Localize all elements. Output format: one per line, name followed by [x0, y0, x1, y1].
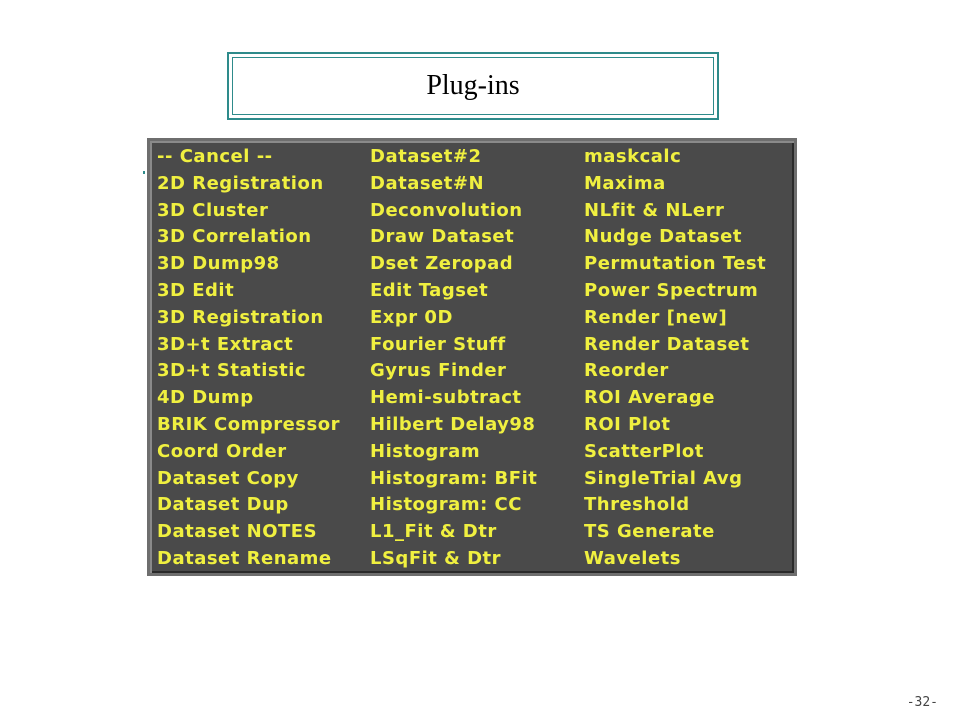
menu-item-power-spectrum[interactable]: Power Spectrum	[584, 279, 759, 301]
menu-item-threshold[interactable]: Threshold	[584, 494, 690, 516]
menu-item-cancel[interactable]: -- Cancel --	[157, 146, 273, 167]
menu-item-3d-dump98[interactable]: 3D Dump98	[157, 253, 280, 275]
menu-item-roi-plot[interactable]: ROI Plot	[584, 413, 671, 435]
menu-item-dset-zeropad[interactable]: Dset Zeropad	[370, 253, 514, 275]
menu-item-roi-average[interactable]: ROI Average	[584, 387, 715, 409]
menu-item-ts-generate[interactable]: TS Generate	[584, 521, 715, 543]
menu-item-edit-tagset[interactable]: Edit Tagset	[370, 279, 489, 301]
menu-item-histogram-bfit[interactable]: Histogram: BFit	[370, 467, 538, 489]
menu-column-3	[584, 144, 766, 573]
menu-item-coord-order[interactable]: Coord Order	[157, 440, 287, 462]
menu-item-3d-correlation[interactable]: 3D Correlation	[157, 226, 312, 248]
menu-item-3dt-statistic[interactable]: 3D+t Statistic	[157, 360, 307, 382]
menu-item-render-new[interactable]: Render [new]	[584, 306, 728, 328]
menu-item-fourier-stuff[interactable]: Fourier Stuff	[370, 333, 506, 355]
menu-item-dataset-2[interactable]: Dataset#2	[370, 146, 482, 167]
menu-column-1	[157, 144, 340, 573]
menu-item-dataset-dup[interactable]: Dataset Dup	[157, 494, 289, 516]
menu-item-hilbert-delay98[interactable]: Hilbert Delay98	[370, 413, 536, 435]
menu-item-histogram-cc[interactable]: Histogram: CC	[370, 494, 522, 516]
stray-mark	[143, 171, 145, 174]
menu-item-nlfit-nlerr[interactable]: NLfit & NLerr	[584, 199, 725, 221]
menu-item-maxima[interactable]: Maxima	[584, 172, 666, 194]
menu-item-4d-dump[interactable]: 4D Dump	[157, 387, 254, 409]
menu-item-singletrial-avg[interactable]: SingleTrial Avg	[584, 467, 743, 489]
menu-item-dataset-n[interactable]: Dataset#N	[370, 172, 485, 194]
slide-title: Plug-ins	[426, 70, 520, 101]
menu-item-dataset-copy[interactable]: Dataset Copy	[157, 467, 299, 489]
menu-item-3d-cluster[interactable]: 3D Cluster	[157, 199, 269, 221]
menu-item-maskcalc[interactable]: maskcalc	[584, 146, 682, 167]
menu-item-draw-dataset[interactable]: Draw Dataset	[370, 226, 515, 248]
menu-item-3d-registration[interactable]: 3D Registration	[157, 306, 324, 328]
menu-item-reorder[interactable]: Reorder	[584, 360, 669, 382]
menu-item-lsqfit-dtr[interactable]: LSqFit & Dtr	[370, 547, 502, 569]
menu-item-l1-fit-dtr[interactable]: L1_Fit & Dtr	[370, 521, 497, 543]
menu-item-histogram[interactable]: Histogram	[370, 440, 481, 462]
menu-item-dataset-rename[interactable]: Dataset Rename	[157, 547, 332, 569]
title-box-inner	[232, 57, 714, 115]
menu-item-2d-registration[interactable]: 2D Registration	[157, 172, 324, 194]
menu-item-gyrus-finder[interactable]: Gyrus Finder	[370, 360, 507, 382]
menu-item-expr-0d[interactable]: Expr 0D	[370, 306, 453, 328]
menu-item-render-dataset[interactable]: Render Dataset	[584, 333, 750, 355]
menu-item-dataset-notes[interactable]: Dataset NOTES	[157, 521, 318, 543]
menu-item-permutation-test[interactable]: Permutation Test	[584, 253, 767, 275]
menu-item-brik-compressor[interactable]: BRIK Compressor	[157, 413, 340, 435]
title-box	[227, 52, 719, 120]
page-number: -32-	[906, 695, 938, 710]
menu-item-3d-edit[interactable]: 3D Edit	[157, 279, 235, 301]
menu-item-scatterplot[interactable]: ScatterPlot	[584, 440, 704, 462]
menu-column-2	[370, 144, 537, 573]
menu-item-hemi-subtract[interactable]: Hemi-subtract	[370, 387, 522, 409]
menu-item-deconvolution[interactable]: Deconvolution	[370, 199, 523, 221]
menu-item-3dt-extract[interactable]: 3D+t Extract	[157, 333, 294, 355]
menu-item-nudge-dataset[interactable]: Nudge Dataset	[584, 226, 742, 248]
menu-item-wavelets[interactable]: Wavelets	[584, 547, 681, 569]
plugins-menu	[147, 138, 797, 576]
